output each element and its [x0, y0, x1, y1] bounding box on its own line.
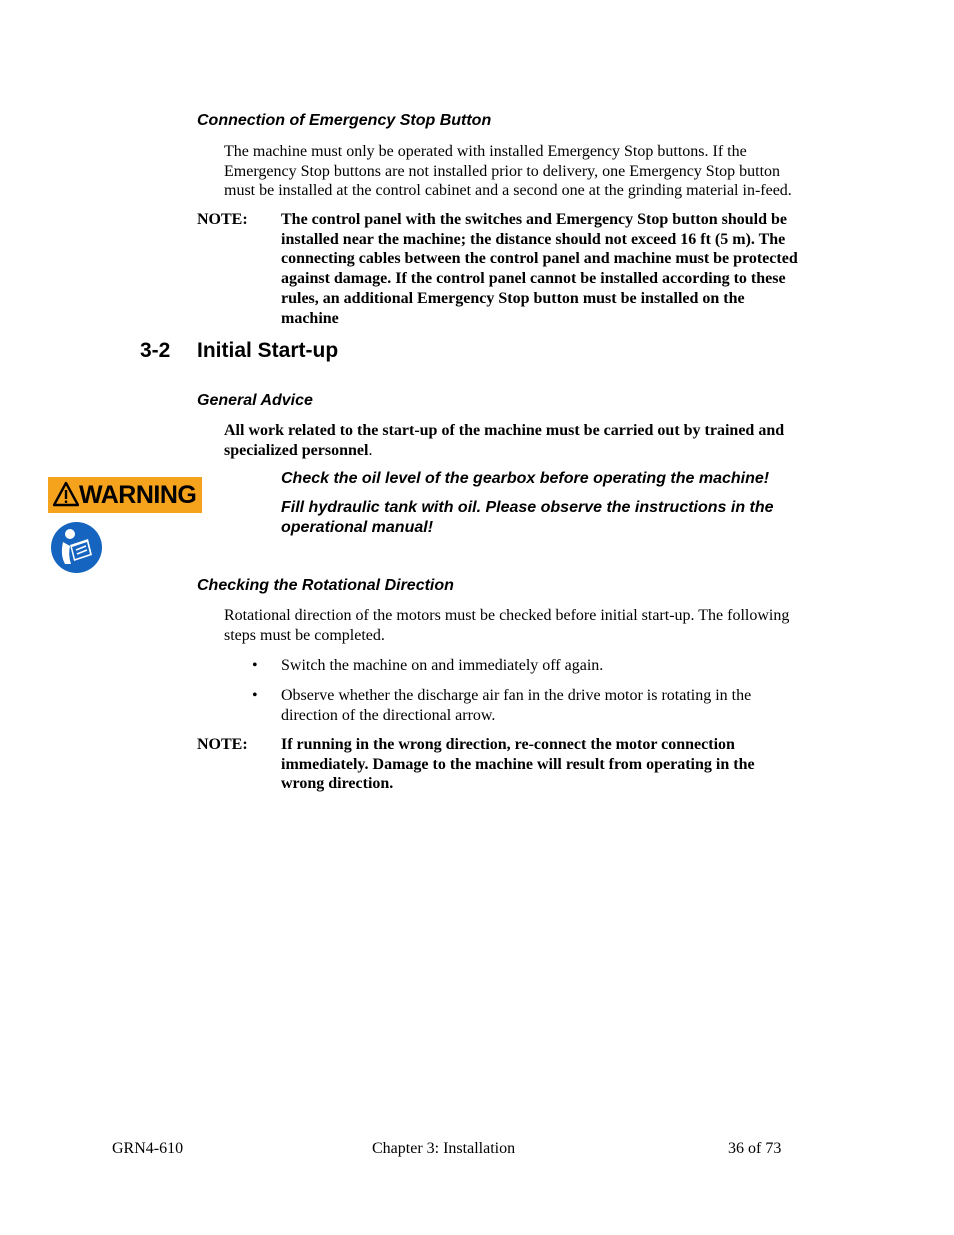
note-line: The control panel with the switches and Emergency Stop button should be	[281, 211, 787, 228]
note-line: installed near the machine; the distance should not exceed 16 ft (5 m). The	[281, 230, 786, 248]
emergency-stop-paragraph	[224, 142, 792, 201]
note-label: NOTE:	[197, 736, 248, 753]
list-item	[281, 686, 751, 725]
wrong-direction-note	[281, 735, 755, 794]
note-line: If running in the wrong direction, re-connect the motor connection	[281, 736, 735, 753]
warning-line: Fill hydraulic tank with oil. Please observe the instructions in the	[281, 499, 774, 516]
section-title: Initial Start-up	[197, 339, 339, 362]
advice-line	[224, 441, 784, 461]
note-line: against damage. If the control panel cannot be installed according to these	[281, 270, 786, 288]
note-label: NOTE:	[197, 211, 248, 228]
list-item-line: Switch the machine on and immediately off again.	[281, 657, 604, 674]
bullet-marker: •	[252, 687, 258, 704]
emergency-stop-heading: Connection of Emergency Stop Button	[197, 112, 492, 129]
note-line: connecting cables between the control panel and machine must be protected	[281, 250, 798, 268]
paragraph-line: Emergency Stop buttons are not installed prior to delivery, one Emergency Stop button	[224, 162, 781, 180]
hydraulic-tank-warning	[281, 498, 774, 537]
warning-triangle-icon	[53, 481, 79, 507]
bullet-marker: •	[252, 657, 258, 674]
note-line: machine	[281, 309, 339, 327]
note-line: immediately. Damage to the machine will result from operating in the	[281, 755, 755, 773]
general-advice-heading: General Advice	[197, 392, 313, 409]
advice-bold-text: specialized personnel	[224, 441, 369, 459]
paragraph-line: steps must be completed.	[224, 626, 385, 644]
warning-sign	[48, 477, 202, 513]
paragraph-line: Rotational direction of the motors must be checked before initial start-up. The following	[224, 607, 790, 624]
paragraph-line: must be installed at the control cabinet and a second one at the grinding material in-feed.	[224, 182, 792, 200]
rotation-heading: Checking the Rotational Direction	[197, 577, 454, 594]
general-advice-paragraph	[224, 421, 784, 460]
oil-level-warning: Check the oil level of the gearbox before operating the machine!	[281, 470, 770, 487]
note-line: rules, an additional Emergency Stop button must be installed on the	[281, 289, 745, 307]
section-number: 3-2	[140, 339, 171, 362]
list-item-line: direction of the directional arrow.	[281, 706, 496, 724]
warning-sign-text: WARNING	[79, 481, 197, 509]
read-manual-icon	[48, 519, 105, 576]
rotation-paragraph	[224, 606, 789, 645]
warning-line: operational manual!	[281, 518, 434, 536]
advice-line: All work related to the start-up of the machine must be carried out by trained and	[224, 422, 785, 439]
note-line: wrong direction.	[281, 775, 394, 793]
footer-chapter: Chapter 3: Installation	[372, 1140, 516, 1157]
paragraph-line: The machine must only be operated with installed Emergency Stop buttons. If the	[224, 143, 747, 160]
footer-doc-id: GRN4-610	[112, 1140, 184, 1157]
control-panel-note	[281, 210, 798, 328]
list-item	[281, 656, 603, 676]
footer-page-number: 36 of 73	[728, 1140, 782, 1157]
list-item-line: Observe whether the discharge air fan in the drive motor is rotating in the	[281, 687, 752, 704]
advice-tail: .	[368, 441, 373, 459]
